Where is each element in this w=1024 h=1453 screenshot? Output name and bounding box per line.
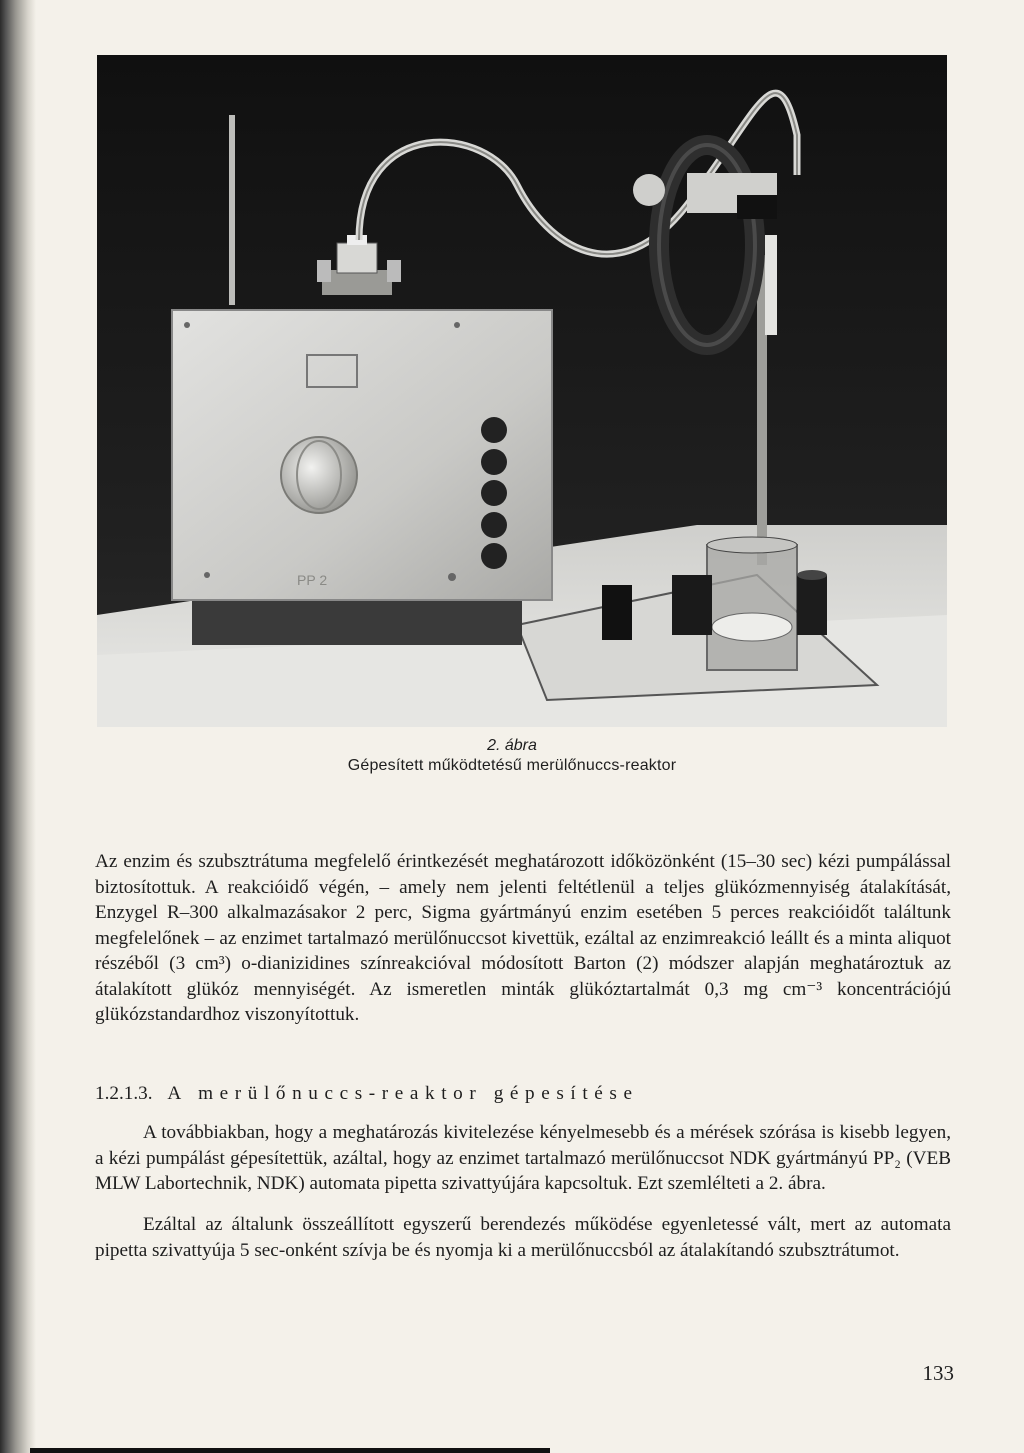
body-paragraph-1: Az enzim és szubsztrátuma megfelelő érintkezését meghatározott időközönként (15–30 sec) kézi pumpálással biztosítottuk. A reakcióidő végén, – amely nem jelenti feltétlenül a teljes glükózmennyiség átalakítását, Enzygel R–300 alkalmazásakor 2 perc, Sigma gyártmányú enzim esetében 5 perces reakcióidőt találtunk megfelelőnek – az enzimet tartalmazó merülőnuccsot kivettük, ezáltal az enzimreakció leállt és a minta aliquot részéből (3 cm³) o-dianizidines színreakcióval módosított Barton (2) módszer alapján meghatároztuk az átalakított glükóz mennyiségét. Az ismeretlen minták glükóztartalmát 0,3 mg cm⁻³ koncentrációjú glükózstandardhoz viszonyítottuk. [95, 851, 951, 1025]
section-title: A merülőnuccs-reaktor gépesítése [167, 1083, 639, 1104]
section-heading [95, 1083, 639, 1105]
figure-number: 2. ábra [487, 737, 537, 754]
body-paragraph-3: Ezáltal az általunk összeállított egyszerű berendezés működése egyenletessé vált, mert az automata pipetta szivattyúja 5 sec-onként szívja be és nyomja ki a merülőnuccsból az átalakítandó szubsztrátumot. [95, 1214, 951, 1261]
figure-caption: Gépesített működtetésű merülőnuccs-reaktor [347, 757, 677, 774]
section-number: 1.2.1.3. [95, 1083, 153, 1104]
pump-reactor-photo [97, 55, 947, 727]
device-label: PP 2 [297, 572, 328, 588]
body-paragraph-2: A továbbiakban, hogy a meghatározás kivitelezése kényelmesebb és a mérések szórása is kisebb legyen, a kézi pumpálást gépesítettük, azáltal, hogy az enzimet tartalmazó merülőnuccsot NDK gyártmányú PP₂ (VEB MLW Labortechnik, NDK) automata pipetta szivattyújára kapcsoltuk. Ezt szemlélteti a 2. ábra. [95, 1122, 951, 1194]
page-number: 133 [922, 1361, 954, 1385]
scan-edge [30, 1448, 550, 1453]
figure-photo [97, 55, 947, 727]
binding-gutter [0, 0, 36, 1453]
